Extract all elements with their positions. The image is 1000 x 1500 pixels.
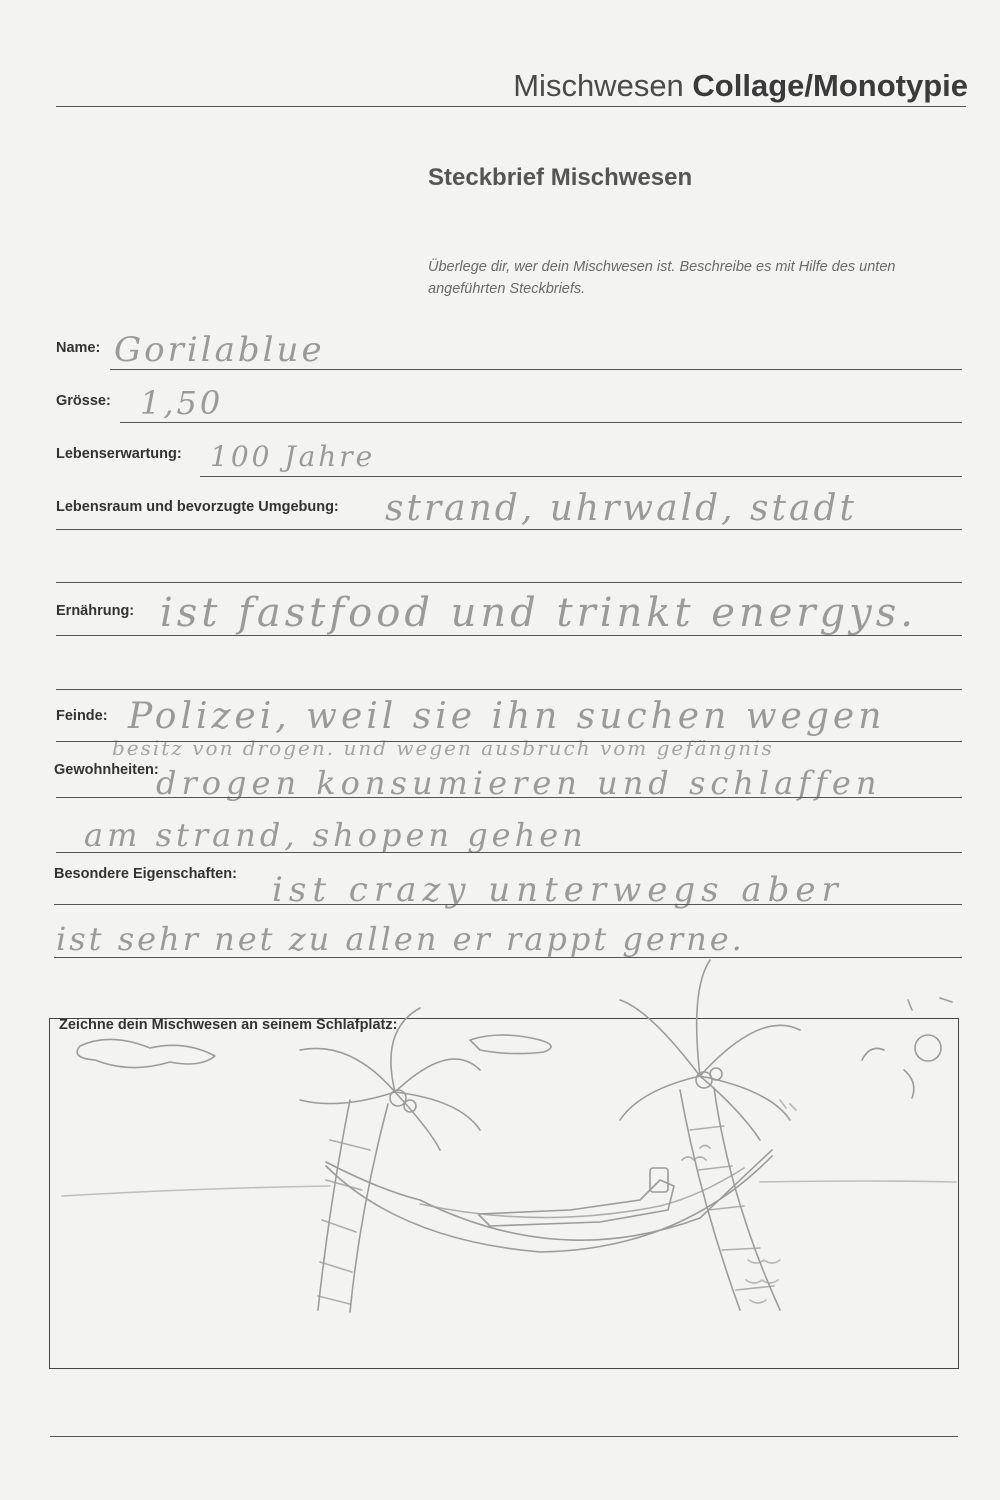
lebensraum-label: Lebensraum und bevorzugte Umgebung: xyxy=(56,499,339,515)
header-title-light: Mischwesen xyxy=(513,68,684,103)
cloud-left xyxy=(77,1039,215,1067)
lebenserwartung-value[interactable]: 100 Jahre xyxy=(210,440,376,473)
feinde-label: Feinde: xyxy=(56,708,108,724)
lebensraum-value[interactable]: strand, uhrwald, stadt xyxy=(385,488,857,529)
groesse-label: Grösse: xyxy=(56,393,111,409)
form-intro: Überlege dir, wer dein Mischwesen ist. Beschreibe es mit Hilfe des unten angeführten Steckbriefs. xyxy=(428,259,896,297)
ernaehrung-label: Ernährung: xyxy=(56,603,135,619)
besondere-label: Besondere Eigenschaften: xyxy=(54,866,237,882)
right-palm-trunk xyxy=(680,1088,780,1310)
sun xyxy=(915,1035,941,1061)
name-label: Name: xyxy=(56,340,101,356)
ernaehrung-value[interactable]: ist fastfood und trinkt energys. xyxy=(160,590,917,636)
sleeping-creature xyxy=(478,1180,674,1226)
drawing-label: Zeichne dein Mischwesen an seinem Schlafplatz: xyxy=(59,1017,398,1033)
gewohnheiten-value[interactable]: drogen konsumieren und schlaffen xyxy=(156,764,882,802)
besondere-value-2[interactable]: ist sehr net zu allen er rappt gerne. xyxy=(56,920,745,958)
form-subtitle: Steckbrief Mischwesen xyxy=(428,164,693,191)
name-value[interactable]: Gorilablue xyxy=(114,330,325,370)
header-title-bold: Collage/Monotypie xyxy=(692,68,968,103)
lebenserwartung-label: Lebenserwartung: xyxy=(56,446,182,462)
gewohnheiten-value-2[interactable]: am strand, shopen gehen xyxy=(84,816,587,854)
bottom-rule xyxy=(50,1436,958,1437)
left-palm-leaves xyxy=(300,1008,480,1150)
feinde-value[interactable]: Polizei, weil sie ihn suchen wegen xyxy=(128,696,886,737)
horizon-line xyxy=(62,1181,956,1196)
right-palm-leaves xyxy=(620,960,800,1140)
feinde-value-2[interactable]: besitz von drogen. und wegen ausbruch vom gefängnis xyxy=(112,736,774,760)
gewohnheiten-label: Gewohnheiten: xyxy=(54,762,159,778)
groesse-value[interactable]: 1,50 xyxy=(140,384,224,422)
besondere-value[interactable]: ist crazy unterwegs aber xyxy=(272,870,844,910)
